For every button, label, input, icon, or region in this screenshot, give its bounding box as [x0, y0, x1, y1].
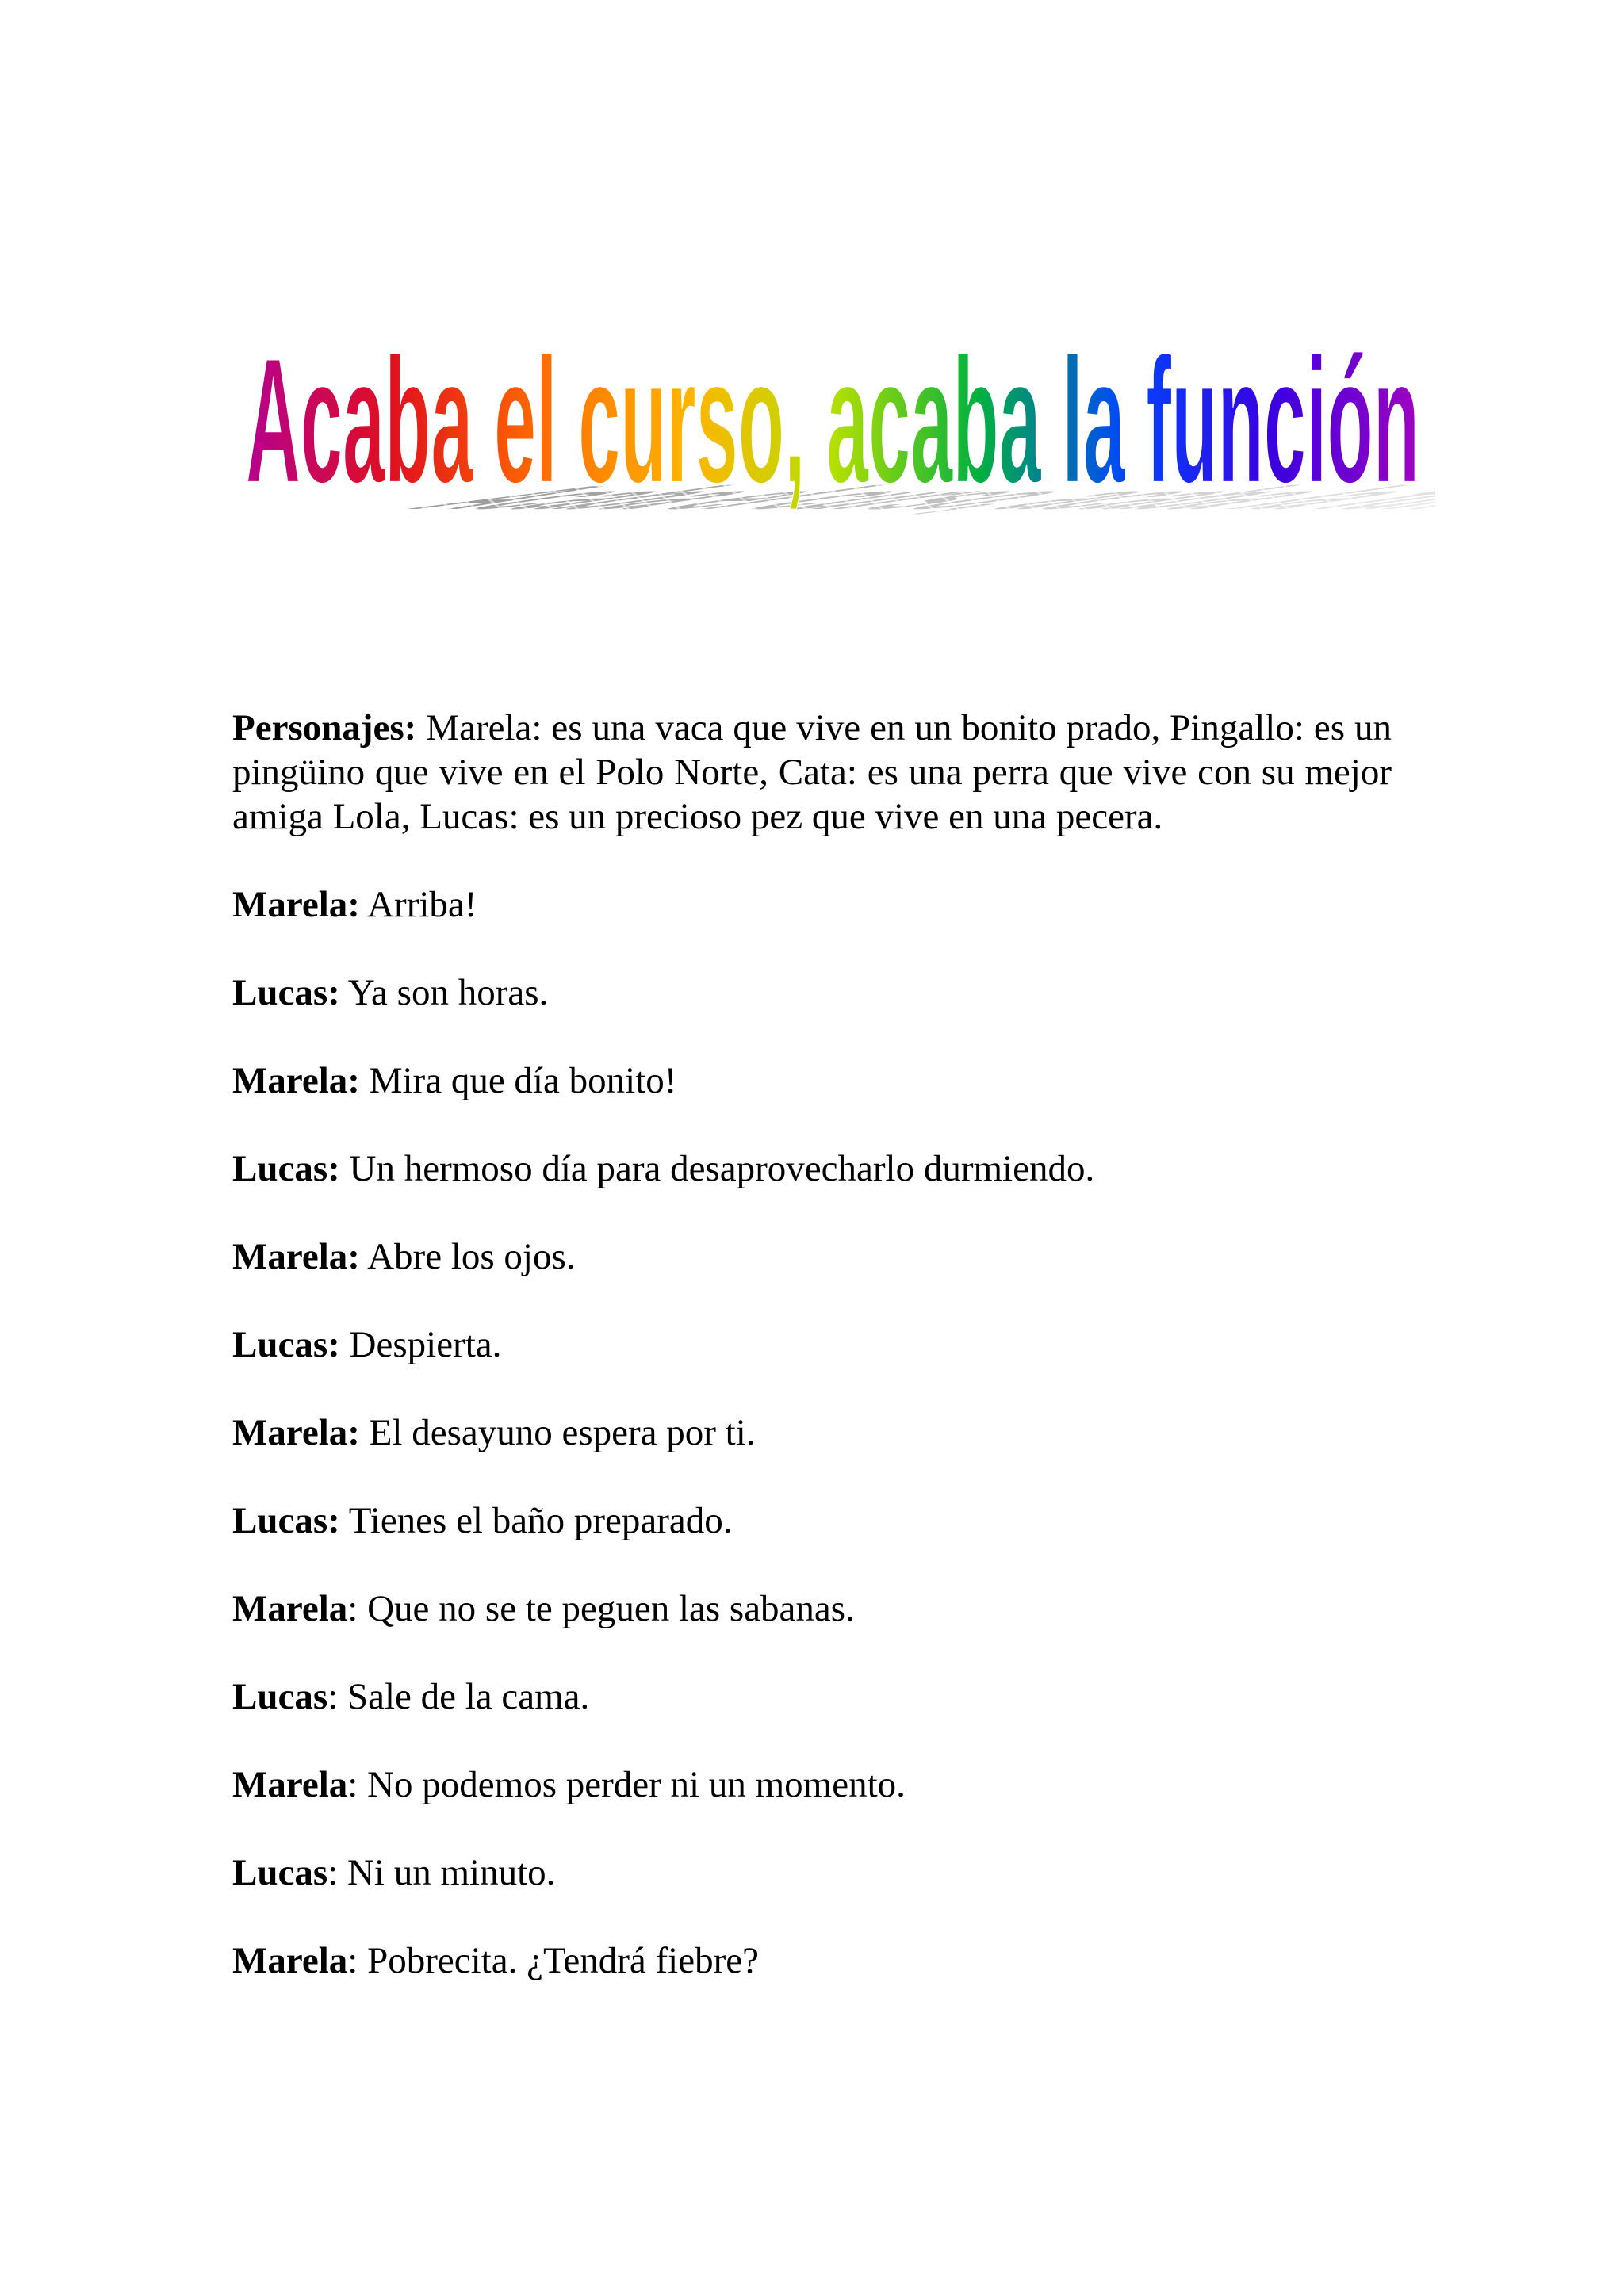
dialogue-line	[232, 1410, 1392, 1455]
speaker-name: Lucas	[232, 1852, 328, 1893]
speaker-name: Marela	[232, 1940, 348, 1981]
wordart-title-graphic	[151, 301, 1435, 555]
characters-description: Marela: es una vaca que vive en un bonito prado, Pingallo: es un pingüino que vive en el Polo Norte, Cata: es una perra que vive con su mejor amiga Lola, Lucas: es un precioso pez que vive en una pecera.	[232, 707, 1392, 837]
dialogue-text: Un hermoso día para desaprovecharlo durmiendo.	[339, 1148, 1095, 1189]
dialogue-text: Despierta.	[339, 1324, 502, 1365]
dialogue-line	[232, 1586, 1392, 1631]
speaker-name: Lucas:	[232, 972, 340, 1013]
dialogue-text: Arriba!	[359, 884, 477, 925]
dialogue-text: : No podemos perder ni un momento.	[347, 1764, 906, 1805]
dialogue-line	[232, 1322, 1392, 1367]
characters-label: Personajes:	[232, 707, 417, 748]
speaker-name: Lucas	[232, 1676, 328, 1717]
dialogue-list	[232, 882, 1392, 1983]
dialogue-line	[232, 1234, 1392, 1279]
speaker-name: Lucas:	[232, 1148, 340, 1189]
speaker-name: Marela:	[232, 1060, 360, 1101]
dialogue-line	[232, 1938, 1392, 1983]
dialogue-line	[232, 970, 1392, 1015]
characters-paragraph	[232, 706, 1392, 839]
script-body	[232, 706, 1392, 2026]
dialogue-text: : Que no se te peguen las sabanas.	[347, 1588, 855, 1629]
dialogue-line	[232, 1762, 1392, 1807]
dialogue-line	[232, 1058, 1392, 1103]
dialogue-text: : Pobrecita. ¿Tendrá fiebre?	[347, 1940, 759, 1981]
dialogue-line	[232, 1674, 1392, 1719]
dialogue-text: : Ni un minuto.	[327, 1852, 556, 1893]
speaker-name: Marela:	[232, 884, 360, 925]
dialogue-line	[232, 1498, 1392, 1543]
dialogue-text: : Sale de la cama.	[327, 1676, 590, 1717]
speaker-name: Marela	[232, 1588, 348, 1629]
wordart-title	[151, 301, 1435, 555]
dialogue-line	[232, 1850, 1392, 1895]
speaker-name: Marela:	[232, 1412, 360, 1453]
speaker-name: Lucas:	[232, 1324, 340, 1365]
dialogue-text: Abre los ojos.	[359, 1236, 576, 1277]
dialogue-line	[232, 1146, 1392, 1191]
speaker-name: Marela:	[232, 1236, 360, 1277]
dialogue-text: Ya son horas.	[339, 972, 549, 1013]
speaker-name: Marela	[232, 1764, 348, 1805]
dialogue-line	[232, 882, 1392, 927]
speaker-name: Lucas:	[232, 1500, 340, 1541]
title-text: Acaba el curso, acaba la función	[246, 320, 1419, 520]
dialogue-text: El desayuno espera por ti.	[359, 1412, 756, 1453]
dialogue-text: Tienes el baño preparado.	[339, 1500, 733, 1541]
dialogue-text: Mira que día bonito!	[359, 1060, 677, 1101]
